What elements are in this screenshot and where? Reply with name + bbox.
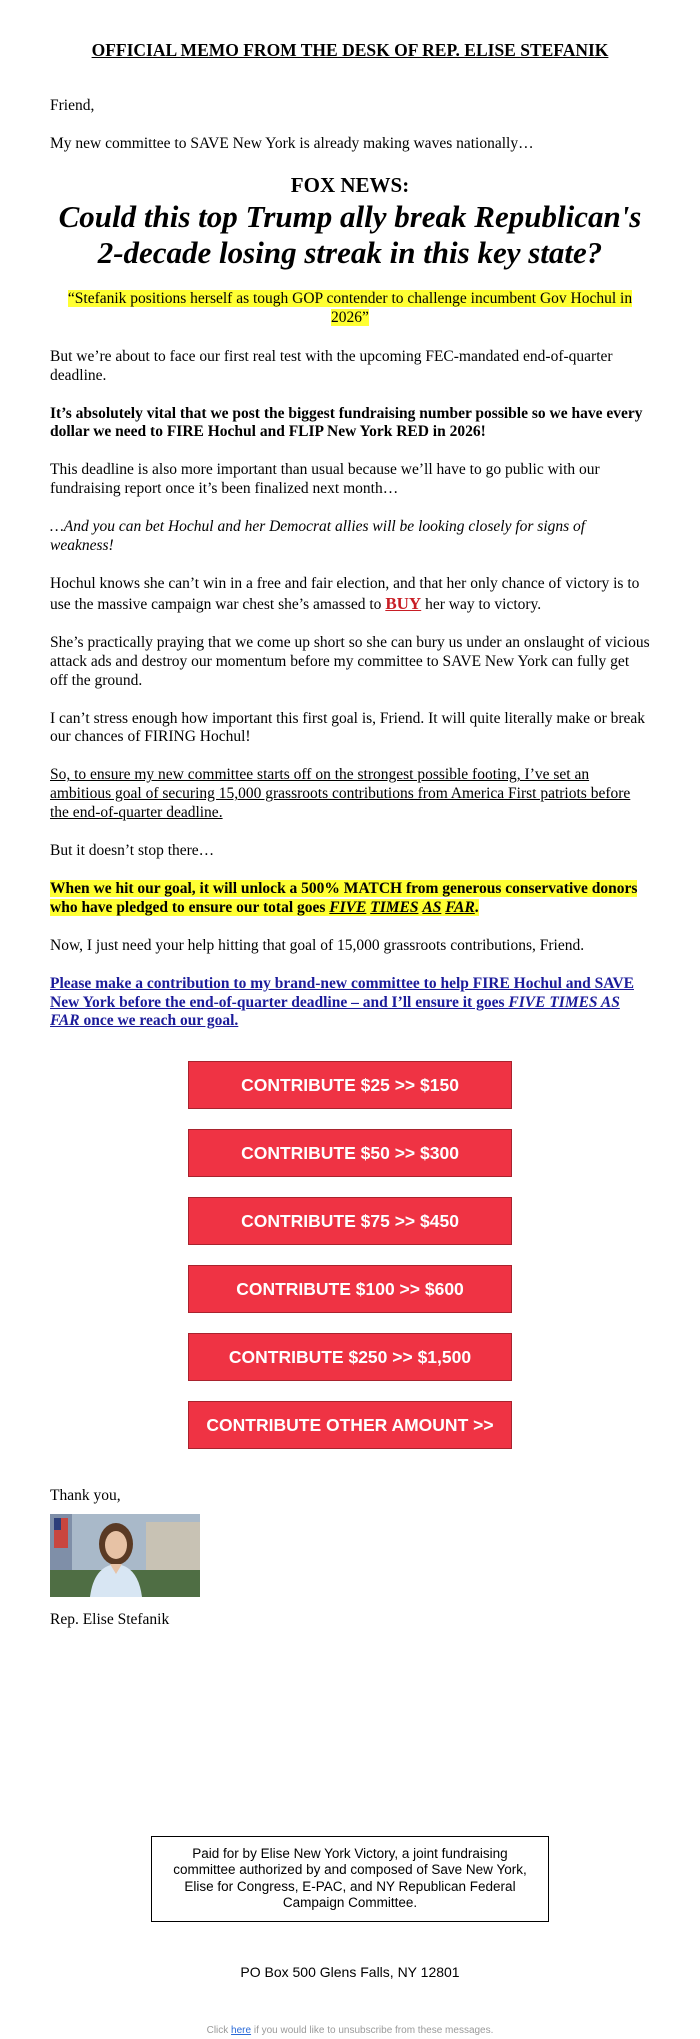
unsubscribe-line: [50, 2025, 650, 2037]
match-times: TIMES: [370, 898, 419, 916]
fox-news-label: FOX NEWS:: [290, 173, 410, 198]
stefanik-photo: [50, 1514, 200, 1597]
paragraph-buy-before: Hochul knows she can’t win in a free and fair election, and that her only chance of victory is to use the massive campaign war chest she’s amassed to: [50, 574, 640, 613]
paragraph-first-goal: I can’t stress enough how important this first goal is, Friend. It will quite literally make or break our chances of FIRING Hochul!: [50, 709, 646, 746]
contribute-link-emphasis: FIVE TIMES AS FAR: [50, 993, 620, 1030]
paragraph-goal: So, to ensure my new committee starts off on the strongest possible footing, I’ve set an ambitious goal of securing 15,000 grassroots contributions from America First patriots before the end-of-quarter deadline.: [50, 766, 631, 822]
paragraph-contribute-link: [50, 975, 650, 1032]
unsubscribe-link[interactable]: here: [231, 2025, 252, 2037]
paragraph-weakness: …And you can bet Hochul and her Democrat allies will be looking closely for signs of weakness!: [50, 518, 586, 555]
contribute-link-end: once we reach our goal.: [79, 1012, 239, 1030]
paid-for-disclaimer: Paid for by Elise New York Victory, a joint fundraising committee authorized by and composed of Save New York, Elise for Congress, E-PAC, and NY Republican Federal Campaign Committee.: [151, 1836, 549, 1922]
match-highlight: [50, 880, 637, 916]
paragraph-buy-after: her way to victory.: [421, 595, 542, 613]
contribute-100-button[interactable]: CONTRIBUTE $100 >> $600: [188, 1265, 512, 1313]
paragraph-buy: [50, 575, 650, 615]
paragraph-help: Now, I just need your help hitting that goal of 15,000 grassroots contributions, Friend.: [50, 936, 585, 954]
paragraph-deadline: But we’re about to face our first real test with the upcoming FEC-mandated end-of-quarter deadline.: [50, 347, 613, 384]
memo-title: OFFICIAL MEMO FROM THE DESK OF REP. ELISE STEFANIK: [91, 40, 609, 60]
match-end: .: [474, 898, 479, 916]
fox-news-headline: Could this top Trump ally break Republican's 2-decade losing streak in this key state?: [58, 198, 642, 271]
contribute-other-amount-button[interactable]: CONTRIBUTE OTHER AMOUNT >>: [188, 1401, 512, 1449]
contribute-50-button[interactable]: CONTRIBUTE $50 >> $300: [188, 1129, 512, 1177]
match-five: FIVE: [329, 898, 367, 916]
fox-news-headline-block: [50, 173, 650, 272]
paragraph-vital: It’s absolutely vital that we post the biggest fundraising number possible so we have every dollar we need to FIRE Hochul and FLIP New York RED in 2026!: [50, 404, 643, 441]
contribution-buttons: [50, 1061, 650, 1449]
signoff-name: Rep. Elise Stefanik: [50, 1611, 170, 1629]
paragraph-not-stop: But it doesn’t stop there…: [50, 842, 215, 860]
unsubscribe-after: if you would like to unsubscribe from these messages.: [251, 2025, 494, 2037]
contribute-link-text: Please make a contribution to my brand-new committee to help FIRE Hochul and SAVE New York before the end-of-quarter deadline – and I’ll ensure it goes: [50, 974, 634, 1011]
buy-link[interactable]: BUY: [385, 593, 422, 613]
news-quote-text: “Stefanik positions herself as tough GOP contender to challenge incumbent Gov Hochul in 2026”: [67, 289, 633, 326]
paragraph-match: [50, 880, 650, 918]
match-far: FAR: [445, 898, 475, 916]
intro-paragraph: My new committee to SAVE New York is already making waves nationally…: [50, 135, 534, 153]
paragraph-report: This deadline is also more important than usual because we’ll have to go public with our fundraising report once it’s been finalized next month…: [50, 461, 600, 498]
greeting: Friend,: [50, 97, 95, 115]
match-text: When we hit our goal, it will unlock a 500% MATCH from generous conservative donors who have pledged to ensure our total goes: [50, 879, 638, 916]
paragraph-attack-ads: She’s practically praying that we come up short so she can bury us under an onslaught of vicious attack ads and destroy our momentum before my committee to SAVE New York can fully get off the ground.: [50, 633, 650, 689]
unsubscribe-before: Click: [206, 2025, 232, 2037]
email-body: [50, 0, 650, 2037]
contribute-link[interactable]: [50, 975, 634, 1030]
contribute-75-button[interactable]: CONTRIBUTE $75 >> $450: [188, 1197, 512, 1245]
contribute-25-button[interactable]: CONTRIBUTE $25 >> $150: [188, 1061, 512, 1109]
signoff-thanks: Thank you,: [50, 1487, 121, 1505]
match-as: AS: [422, 898, 442, 916]
news-quote: [62, 290, 638, 328]
portrait-illustration: [50, 1514, 200, 1597]
mailing-address: PO Box 500 Glens Falls, NY 12801: [240, 1963, 460, 1980]
contribute-250-button[interactable]: CONTRIBUTE $250 >> $1,500: [188, 1333, 512, 1381]
